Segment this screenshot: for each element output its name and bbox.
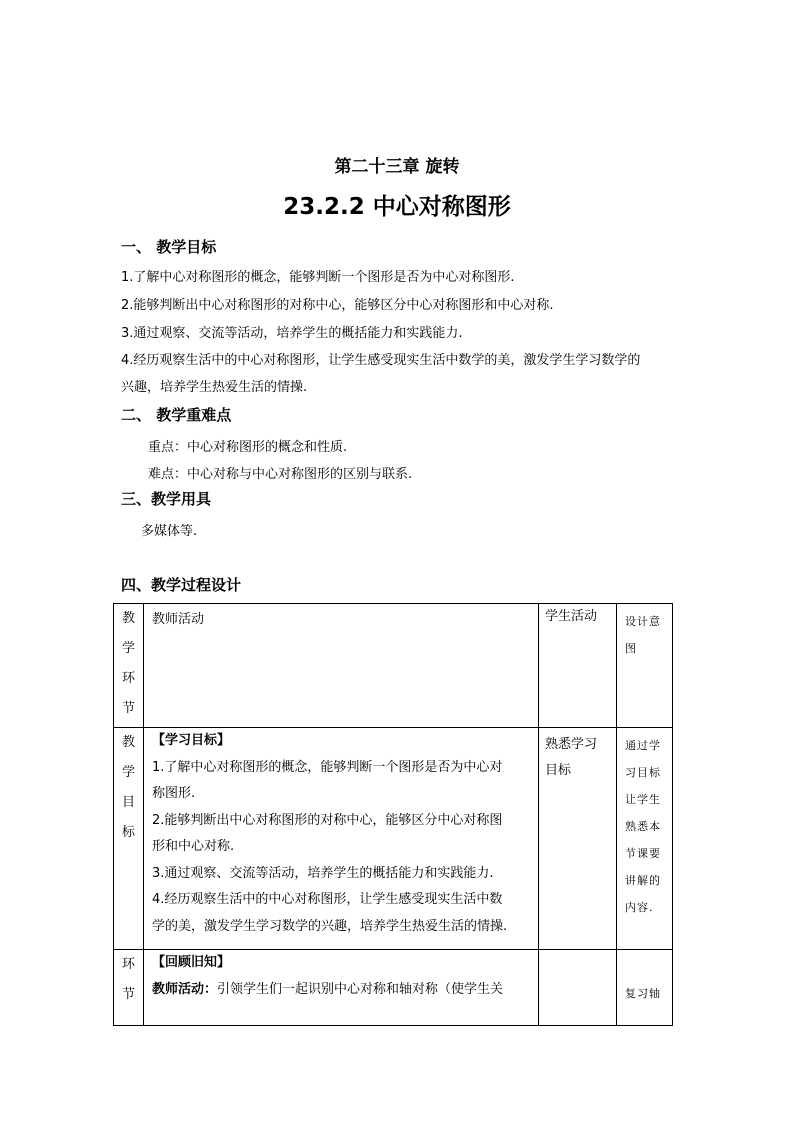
teacher-activity-header: 教师活动 [144,604,539,728]
objective-4: 4.经历观察生活中的中心对称图形，让学生感受现实生活中数学的美，激发学生学习数学的 [121,353,641,368]
stage-objectives: 教 学 目 标 [114,728,144,950]
chapter-title: 第二十三章 旋转 [334,157,460,177]
stage-review: 环 节 [114,950,144,1026]
key-point: 重点：中心对称图形的概念和性质. [148,440,348,455]
section-3-heading: 三、教学用具 [121,490,212,508]
objective-3: 3.通过观察、交流等活动，培养学生的概括能力和实践能力. [121,326,463,341]
objectives-student: 熟悉学习 目标 [539,728,617,950]
section-4-heading: 四、教学过程设计 [121,576,242,594]
student-activity-header: 学生活动 [539,604,617,728]
objectives-content: 【学习目标】 1.了解中心对称图形的概念，能够判断一个图形是否为中心对 称图形. 2.能够判断出中心对称图形的对称中心，能够区分中心对称图 形和中心对称. 3.通过观察、交流等活动，培养学生的概括能力和实践能力. 4.经历观察生活中的中心对称图形，让学生感受现实生活中数 学的美，激发学生学习数学的兴趣，培养学生热爱生活的情操. [144,728,539,950]
objectives-design: 通过学 习目标 让学生 熟悉本 节课要 讲解的 内容. [617,728,673,950]
design-intent-header: 设计意 图 [617,604,673,728]
table-row-review [114,950,673,1026]
lesson-title: 23.2.2 中心对称图形 [283,194,511,220]
section-1-heading: 一、 教学目标 [121,238,217,256]
table-row-objectives [114,728,673,950]
table-header-row [114,604,673,728]
section-2-heading: 二、 教学重难点 [121,406,232,424]
teaching-process-table [113,603,673,1026]
teaching-tools: 多媒体等. [141,524,198,539]
review-student [539,950,617,1026]
review-content: 【回顾旧知】 教师活动：引领学生们一起识别中心对称和轴对称（使学生关 [144,950,539,1026]
stage-header: 教 学 环 节 [114,604,144,728]
review-design: 复习轴 [617,950,673,1026]
objective-4-cont: 兴趣，培养学生热爱生活的情操. [121,380,308,395]
objective-2: 2.能够判断出中心对称图形的对称中心，能够区分中心对称图形和中心对称. [121,298,554,313]
difficult-point: 难点：中心对称与中心对称图形的区别与联系. [148,467,413,482]
objective-1: 1.了解中心对称图形的概念，能够判断一个图形是否为中心对称图形. [121,270,515,285]
